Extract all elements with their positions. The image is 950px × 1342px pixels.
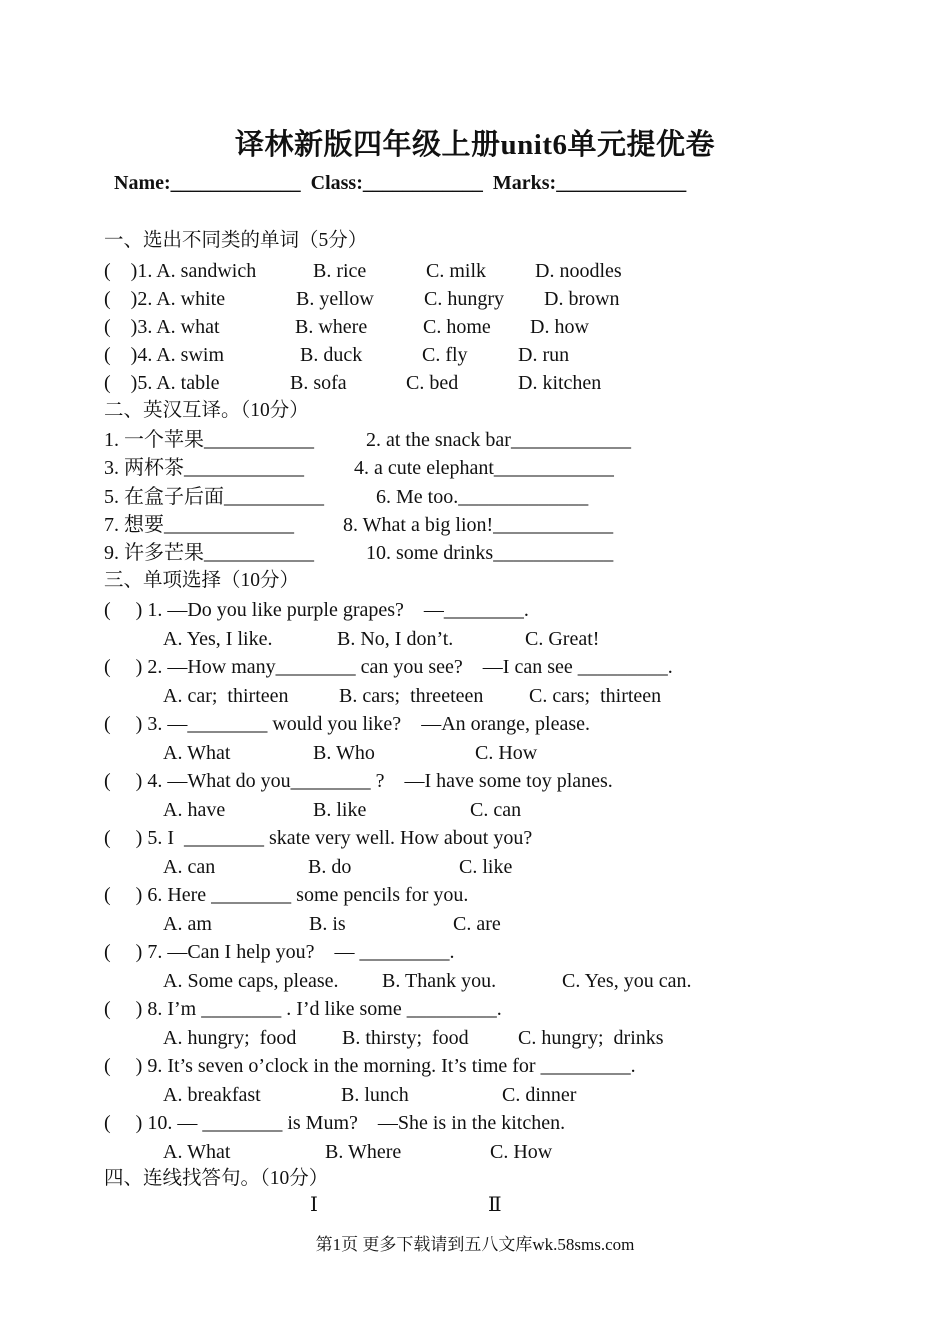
option-c: C. cars; thirteen: [529, 685, 662, 707]
option-b: B. thirsty; food: [342, 1027, 469, 1049]
item-stem: ( )4. A. swim: [104, 344, 224, 366]
translation-item: 9. 许多芒果___________: [104, 542, 314, 564]
item-stem: ( )2. A. white: [104, 288, 226, 310]
column-2-label: Ⅱ: [488, 1194, 502, 1216]
option-a: A. Yes, I like.: [163, 628, 273, 650]
option-c: C. can: [470, 799, 522, 821]
question-stem: ( ) 7. —Can I help you? — _________.: [104, 941, 455, 963]
option-a: A. am: [163, 913, 212, 935]
translation-item: 6. Me too._____________: [376, 486, 589, 508]
option-c: C. hungry: [424, 288, 504, 310]
option-c: C. milk: [426, 260, 487, 282]
option-c: C. bed: [406, 372, 459, 394]
option-d: D. noodles: [535, 260, 622, 282]
option-c: C. hungry; drinks: [518, 1027, 664, 1049]
option-b: B. Who: [313, 742, 375, 764]
translation-item: 8. What a big lion!____________: [343, 514, 614, 536]
option-b: B. cars; threeteen: [339, 685, 484, 707]
option-c: C. Great!: [525, 628, 600, 650]
translation-item: 7. 想要_____________: [104, 514, 294, 536]
option-b: B. sofa: [290, 372, 347, 394]
option-d: D. run: [518, 344, 570, 366]
option-b: B. lunch: [341, 1084, 409, 1106]
question-stem: ( ) 6. Here ________ some pencils for you.: [104, 884, 469, 906]
option-b: B. yellow: [296, 288, 374, 310]
translation-item: 5. 在盒子后面__________: [104, 486, 324, 508]
question-stem: ( ) 3. —________ would you like? —An orange, please.: [104, 713, 591, 735]
item-stem: ( )3. A. what: [104, 316, 220, 338]
option-c: C. How: [490, 1141, 553, 1163]
question-stem: ( ) 8. I’m ________ . I’d like some _________.: [104, 998, 502, 1020]
option-b: B. rice: [313, 260, 367, 282]
option-a: A. car; thirteen: [163, 685, 289, 707]
translation-item: 3. 两杯茶____________: [104, 457, 304, 479]
question-stem: ( ) 4. —What do you________ ? —I have some toy planes.: [104, 770, 613, 792]
section-4-heading: 四、连线找答句。（10分）: [104, 1168, 329, 1189]
option-c: C. dinner: [502, 1084, 577, 1106]
item-stem: ( )5. A. table: [104, 372, 220, 394]
option-b: B. like: [313, 799, 367, 821]
page-title: 译林新版四年级上册unit6单元提优卷: [235, 129, 715, 161]
question-stem: ( ) 2. —How many________ can you see? —I can see _________.: [104, 656, 673, 678]
option-a: A. breakfast: [163, 1084, 261, 1106]
translation-item: 2. at the snack bar____________: [366, 429, 631, 451]
translation-item: 4. a cute elephant____________: [354, 457, 614, 479]
option-a: A. What: [163, 742, 231, 764]
question-stem: ( ) 1. —Do you like purple grapes? —________.: [104, 599, 529, 621]
section-3-heading: 三、单项选择（10分）: [104, 570, 300, 591]
option-a: A. hungry; food: [163, 1027, 297, 1049]
option-c: C. How: [475, 742, 538, 764]
option-a: A. What: [163, 1141, 231, 1163]
option-b: B. Where: [325, 1141, 402, 1163]
option-b: B. Thank you.: [382, 970, 497, 992]
translation-item: 10. some drinks____________: [366, 542, 614, 564]
option-b: B. duck: [300, 344, 363, 366]
option-c: C. fly: [422, 344, 468, 366]
option-a: A. Some caps, please.: [163, 970, 339, 992]
item-stem: ( )1. A. sandwich: [104, 260, 257, 282]
question-stem: ( ) 9. It’s seven o’clock in the morning. It’s time for _________.: [104, 1055, 636, 1077]
option-d: D. how: [530, 316, 589, 338]
option-c: C. are: [453, 913, 501, 935]
question-stem: ( ) 10. — ________ is Mum? —She is in the kitchen.: [104, 1112, 566, 1134]
option-a: A. have: [163, 799, 226, 821]
option-d: D. kitchen: [518, 372, 602, 394]
question-stem: ( ) 5. I ________ skate very well. How about you?: [104, 827, 533, 849]
option-c: C. home: [423, 316, 491, 338]
option-b: B. do: [308, 856, 352, 878]
page-footer: 第1页 更多下载请到五八文库wk.58sms.com: [315, 1235, 635, 1254]
section-1-heading: 一、选出不同类的单词（5分）: [104, 230, 368, 251]
column-1-label: Ⅰ: [310, 1194, 318, 1216]
option-b: B. No, I don’t.: [337, 628, 454, 650]
option-c: C. Yes, you can.: [562, 970, 692, 992]
section-2-heading: 二、英汉互译。（10分）: [104, 400, 309, 421]
option-a: A. can: [163, 856, 216, 878]
option-b: B. where: [295, 316, 368, 338]
student-info-line: Name:_____________ Class:____________ Marks:_____________: [114, 172, 687, 194]
translation-item: 1. 一个苹果___________: [104, 429, 314, 451]
option-c: C. like: [459, 856, 513, 878]
option-b: B. is: [309, 913, 346, 935]
option-d: D. brown: [544, 288, 620, 310]
